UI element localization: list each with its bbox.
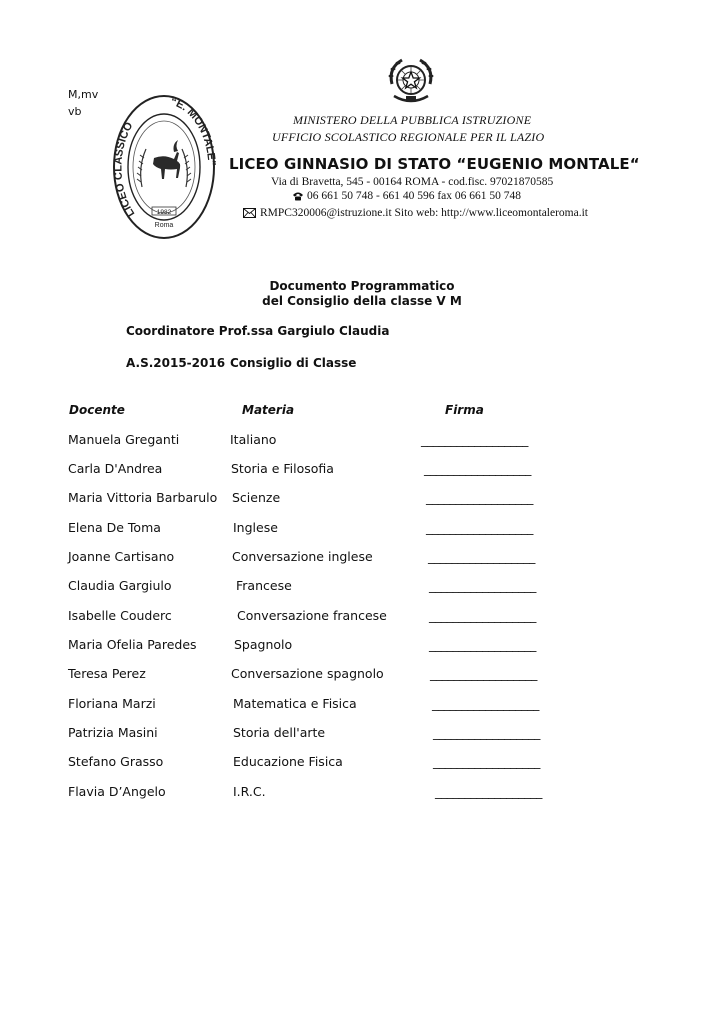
email-and-website: RMPC320006@istruzione.it Sito web: http://www.liceomontaleroma.it	[260, 207, 588, 219]
header-signature: Firma	[445, 403, 484, 417]
signature-line: __________________	[429, 637, 537, 652]
phone-line	[292, 190, 521, 202]
contact-line	[243, 207, 588, 219]
italian-republic-emblem	[384, 54, 438, 108]
teacher-name: Joanne Cartisano	[68, 549, 175, 564]
seal-year: 1982	[156, 209, 172, 216]
subject-name: Storia dell'arte	[233, 725, 326, 740]
phone-numbers: 06 661 50 748 - 661 40 596 fax 06 661 50 748	[307, 190, 522, 202]
teacher-name: Flavia D’Angelo	[68, 784, 166, 799]
seal-top-text: LICEO CLASSICO	[112, 120, 138, 219]
signature-line: __________________	[433, 725, 541, 740]
note-line-2: vb	[68, 105, 82, 118]
teacher-name: Maria Vittoria Barbarulo	[68, 490, 218, 505]
signature-line: __________________	[426, 520, 534, 535]
subject-name: Conversazione francese	[237, 608, 387, 623]
seal-city: Roma	[154, 222, 174, 229]
teacher-name: Manuela Greganti	[68, 432, 180, 447]
signature-line: __________________	[424, 461, 532, 476]
subject-name: I.R.C.	[233, 784, 266, 799]
seal-side-text: “E. MONTALE”	[169, 95, 218, 167]
teacher-name: Teresa Perez	[68, 666, 146, 681]
subject-name: Scienze	[232, 490, 281, 505]
regional-office: UFFICIO SCOLASTICO REGIONALE PER IL LAZIO	[272, 130, 545, 144]
council-label: Consiglio di Classe	[230, 356, 357, 370]
telephone-icon	[292, 191, 304, 201]
signature-line: __________________	[430, 666, 538, 681]
header-subject: Materia	[242, 403, 295, 417]
signature-line: __________________	[428, 549, 536, 564]
subject-name: Storia e Filosofia	[231, 461, 334, 476]
subject-name: Matematica e Fisica	[233, 696, 357, 711]
document-title-line-1: Documento Programmatico	[269, 279, 455, 293]
school-seal-logo	[110, 92, 218, 242]
signature-line: __________________	[429, 608, 537, 623]
teacher-name: Floriana Marzi	[68, 696, 156, 711]
subject-name: Inglese	[233, 520, 278, 535]
teacher-name: Elena De Toma	[68, 520, 161, 535]
school-year: A.S.2015-2016	[126, 356, 226, 370]
signature-line: __________________	[429, 578, 537, 593]
signature-line: __________________	[432, 696, 540, 711]
teacher-name: Patrizia Masini	[68, 725, 158, 740]
header-teacher: Docente	[69, 403, 125, 417]
school-address: Via di Bravetta, 545 - 00164 ROMA - cod.fisc. 97021870585	[271, 176, 554, 188]
ministry-name: MINISTERO DELLA PUBBLICA ISTRUZIONE	[293, 113, 532, 127]
signature-line: __________________	[435, 784, 543, 799]
document-title-line-2: del Consiglio della classe V M	[262, 294, 462, 308]
coordinator: Coordinatore Prof.ssa Gargiulo Claudia	[126, 324, 390, 338]
subject-name: Italiano	[230, 432, 277, 447]
envelope-icon	[243, 208, 256, 218]
subject-name: Francese	[236, 578, 292, 593]
teacher-name: Claudia Gargiulo	[68, 578, 172, 593]
subject-name: Conversazione spagnolo	[231, 666, 384, 681]
signature-line: __________________	[421, 432, 529, 447]
teacher-name: Isabelle Couderc	[68, 608, 172, 623]
subject-name: Educazione Fisica	[233, 754, 343, 769]
subject-name: Spagnolo	[234, 637, 293, 652]
note-line-1: M,mv	[68, 88, 99, 101]
signature-line: __________________	[433, 754, 541, 769]
teacher-name: Carla D'Andrea	[68, 461, 163, 476]
subject-name: Conversazione inglese	[232, 549, 373, 564]
teacher-name: Maria Ofelia Paredes	[68, 637, 197, 652]
school-name: LICEO GINNASIO DI STATO “EUGENIO MONTALE“	[229, 155, 640, 173]
teacher-name: Stefano Grasso	[68, 754, 164, 769]
signature-line: __________________	[426, 490, 534, 505]
